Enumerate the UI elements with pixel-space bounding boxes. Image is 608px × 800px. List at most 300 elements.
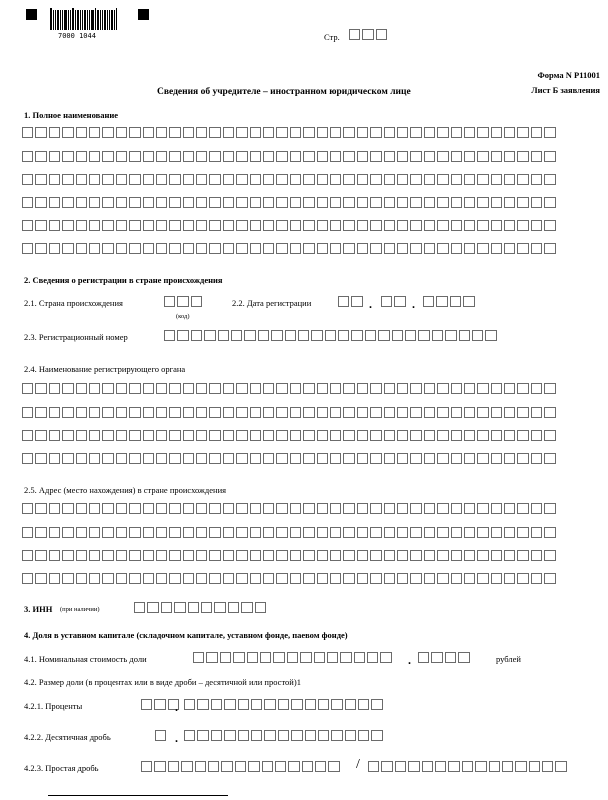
char-cell[interactable] [491,503,502,514]
char-cell[interactable] [89,151,100,162]
char-cell[interactable] [290,127,301,138]
char-cell[interactable] [317,127,328,138]
char-cell[interactable] [343,503,354,514]
char-cell[interactable] [410,127,421,138]
char-cell[interactable] [102,430,113,441]
char-cell[interactable] [218,330,229,341]
char-cell[interactable] [129,220,140,231]
char-cell[interactable] [250,243,261,254]
char-cell[interactable] [49,503,60,514]
char-cell[interactable] [116,383,127,394]
char-cell[interactable] [35,453,46,464]
char-cell[interactable] [241,602,252,613]
char-cell[interactable] [529,761,540,772]
char-cell[interactable] [290,453,301,464]
char-cell[interactable] [263,151,274,162]
char-cell[interactable] [76,573,87,584]
char-cell[interactable] [330,220,341,231]
char-cell[interactable] [424,407,435,418]
char-cell[interactable] [290,527,301,538]
char-cell[interactable] [208,761,219,772]
char-cell[interactable] [504,453,515,464]
full-name-row-5[interactable] [22,220,558,231]
char-cell[interactable] [250,527,261,538]
simple-numerator-cells[interactable] [141,761,342,772]
char-cell[interactable] [330,453,341,464]
char-cell[interactable] [451,453,462,464]
char-cell[interactable] [89,503,100,514]
char-cell[interactable] [276,503,287,514]
char-cell[interactable] [397,407,408,418]
char-cell[interactable] [22,127,33,138]
char-cell[interactable] [236,407,247,418]
char-cell[interactable] [504,383,515,394]
char-cell[interactable] [285,330,296,341]
char-cell[interactable] [357,527,368,538]
char-cell[interactable] [255,602,266,613]
char-cell[interactable] [143,220,154,231]
char-cell[interactable] [116,550,127,561]
char-cell[interactable] [437,550,448,561]
char-cell[interactable] [156,220,167,231]
char-cell[interactable] [290,407,301,418]
char-cell[interactable] [35,220,46,231]
char-cell[interactable] [22,151,33,162]
char-cell[interactable] [62,573,73,584]
char-cell[interactable] [49,430,60,441]
char-cell[interactable] [76,151,87,162]
char-cell[interactable] [35,503,46,514]
char-cell[interactable] [129,151,140,162]
char-cell[interactable] [317,220,328,231]
char-cell[interactable] [384,174,395,185]
char-cell[interactable] [544,151,555,162]
char-cell[interactable] [477,243,488,254]
char-cell[interactable] [303,220,314,231]
char-cell[interactable] [177,296,188,307]
char-cell[interactable] [156,573,167,584]
char-cell[interactable] [397,527,408,538]
char-cell[interactable] [463,296,474,307]
char-cell[interactable] [555,761,566,772]
char-cell[interactable] [367,652,378,663]
char-cell[interactable] [263,383,274,394]
char-cell[interactable] [271,330,282,341]
char-cell[interactable] [437,430,448,441]
char-cell[interactable] [236,453,247,464]
char-cell[interactable] [424,197,435,208]
char-cell[interactable] [209,127,220,138]
char-cell[interactable] [437,527,448,538]
char-cell[interactable] [357,453,368,464]
char-cell[interactable] [141,761,152,772]
char-cell[interactable] [437,243,448,254]
char-cell[interactable] [143,197,154,208]
char-cell[interactable] [357,503,368,514]
char-cell[interactable] [436,296,447,307]
char-cell[interactable] [290,573,301,584]
char-cell[interactable] [236,197,247,208]
char-cell[interactable] [195,761,206,772]
char-cell[interactable] [343,550,354,561]
char-cell[interactable] [504,243,515,254]
char-cell[interactable] [193,652,204,663]
char-cell[interactable] [343,197,354,208]
char-cell[interactable] [156,127,167,138]
char-cell[interactable] [221,761,232,772]
char-cell[interactable] [183,383,194,394]
char-cell[interactable] [129,573,140,584]
char-cell[interactable] [258,330,269,341]
char-cell[interactable] [143,127,154,138]
char-cell[interactable] [410,550,421,561]
char-cell[interactable] [378,330,389,341]
char-cell[interactable] [196,453,207,464]
char-cell[interactable] [156,383,167,394]
char-cell[interactable] [410,407,421,418]
char-cell[interactable] [431,652,442,663]
char-cell[interactable] [196,383,207,394]
char-cell[interactable] [196,503,207,514]
char-cell[interactable] [35,550,46,561]
char-cell[interactable] [233,652,244,663]
char-cell[interactable] [397,197,408,208]
char-cell[interactable] [531,174,542,185]
char-cell[interactable] [154,699,165,710]
char-cell[interactable] [156,197,167,208]
char-cell[interactable] [327,652,338,663]
char-cell[interactable] [544,407,555,418]
char-cell[interactable] [302,761,313,772]
char-cell[interactable] [290,151,301,162]
char-cell[interactable] [437,453,448,464]
char-cell[interactable] [156,151,167,162]
char-cell[interactable] [290,550,301,561]
char-cell[interactable] [196,174,207,185]
char-cell[interactable] [517,151,528,162]
char-cell[interactable] [290,503,301,514]
char-cell[interactable] [276,151,287,162]
char-cell[interactable] [395,761,406,772]
char-cell[interactable] [250,453,261,464]
char-cell[interactable] [357,573,368,584]
char-cell[interactable] [544,430,555,441]
char-cell[interactable] [397,220,408,231]
char-cell[interactable] [154,761,165,772]
char-cell[interactable] [504,174,515,185]
char-cell[interactable] [437,197,448,208]
char-cell[interactable] [276,407,287,418]
char-cell[interactable] [250,151,261,162]
char-cell[interactable] [477,550,488,561]
char-cell[interactable] [35,197,46,208]
char-cell[interactable] [464,573,475,584]
char-cell[interactable] [397,453,408,464]
char-cell[interactable] [317,453,328,464]
char-cell[interactable] [209,430,220,441]
char-cell[interactable] [317,503,328,514]
char-cell[interactable] [116,503,127,514]
char-cell[interactable] [451,573,462,584]
char-cell[interactable] [22,550,33,561]
char-cell[interactable] [489,761,500,772]
char-cell[interactable] [156,430,167,441]
char-cell[interactable] [370,430,381,441]
char-cell[interactable] [22,573,33,584]
full-name-row-4[interactable] [22,197,558,208]
char-cell[interactable] [169,127,180,138]
char-cell[interactable] [370,127,381,138]
char-cell[interactable] [317,430,328,441]
char-cell[interactable] [143,503,154,514]
char-cell[interactable] [311,330,322,341]
char-cell[interactable] [392,330,403,341]
char-cell[interactable] [223,151,234,162]
char-cell[interactable] [183,220,194,231]
char-cell[interactable] [287,652,298,663]
char-cell[interactable] [338,330,349,341]
char-cell[interactable] [102,573,113,584]
percent-fraction-cells[interactable] [184,699,385,710]
char-cell[interactable] [209,407,220,418]
char-cell[interactable] [236,383,247,394]
decimal-integer-cells[interactable] [155,730,168,741]
char-cell[interactable] [357,151,368,162]
char-cell[interactable] [236,151,247,162]
char-cell[interactable] [177,330,188,341]
char-cell[interactable] [491,220,502,231]
char-cell[interactable] [357,197,368,208]
char-cell[interactable] [49,174,60,185]
char-cell[interactable] [384,220,395,231]
char-cell[interactable] [451,550,462,561]
char-cell[interactable] [384,573,395,584]
char-cell[interactable] [223,453,234,464]
char-cell[interactable] [141,699,152,710]
char-cell[interactable] [477,220,488,231]
char-cell[interactable] [477,527,488,538]
char-cell[interactable] [504,503,515,514]
char-cell[interactable] [143,383,154,394]
char-cell[interactable] [517,407,528,418]
char-cell[interactable] [102,383,113,394]
char-cell[interactable] [531,151,542,162]
char-cell[interactable] [62,503,73,514]
char-cell[interactable] [276,573,287,584]
char-cell[interactable] [340,652,351,663]
char-cell[interactable] [317,383,328,394]
char-cell[interactable] [183,453,194,464]
char-cell[interactable] [223,503,234,514]
char-cell[interactable] [424,127,435,138]
char-cell[interactable] [49,151,60,162]
char-cell[interactable] [183,430,194,441]
char-cell[interactable] [102,197,113,208]
char-cell[interactable] [168,761,179,772]
char-cell[interactable] [209,151,220,162]
char-cell[interactable] [276,550,287,561]
char-cell[interactable] [263,243,274,254]
char-cell[interactable] [102,243,113,254]
char-cell[interactable] [89,573,100,584]
char-cell[interactable] [35,527,46,538]
char-cell[interactable] [531,573,542,584]
char-cell[interactable] [424,573,435,584]
char-cell[interactable] [102,503,113,514]
char-cell[interactable] [544,127,555,138]
char-cell[interactable] [273,652,284,663]
char-cell[interactable] [89,527,100,538]
char-cell[interactable] [224,730,235,741]
char-cell[interactable] [209,453,220,464]
char-cell[interactable] [196,127,207,138]
char-cell[interactable] [116,453,127,464]
char-cell[interactable] [206,652,217,663]
char-cell[interactable] [169,174,180,185]
char-cell[interactable] [491,527,502,538]
char-cell[interactable] [343,383,354,394]
char-cell[interactable] [357,174,368,185]
char-cell[interactable] [330,550,341,561]
char-cell[interactable] [370,573,381,584]
char-cell[interactable] [464,407,475,418]
char-cell[interactable] [62,430,73,441]
char-cell[interactable] [62,407,73,418]
char-cell[interactable] [236,430,247,441]
char-cell[interactable] [357,430,368,441]
char-cell[interactable] [169,430,180,441]
address-row-1[interactable] [22,503,558,514]
char-cell[interactable] [464,503,475,514]
char-cell[interactable] [544,573,555,584]
char-cell[interactable] [49,550,60,561]
char-cell[interactable] [354,652,365,663]
char-cell[interactable] [472,330,483,341]
char-cell[interactable] [464,453,475,464]
char-cell[interactable] [504,220,515,231]
char-cell[interactable] [381,296,392,307]
char-cell[interactable] [464,151,475,162]
char-cell[interactable] [384,127,395,138]
char-cell[interactable] [317,527,328,538]
char-cell[interactable] [102,407,113,418]
char-cell[interactable] [275,761,286,772]
char-cell[interactable] [214,602,225,613]
char-cell[interactable] [370,151,381,162]
char-cell[interactable] [278,730,289,741]
char-cell[interactable] [250,503,261,514]
char-cell[interactable] [35,383,46,394]
char-cell[interactable] [129,197,140,208]
char-cell[interactable] [236,550,247,561]
char-cell[interactable] [183,243,194,254]
char-cell[interactable] [504,197,515,208]
char-cell[interactable] [544,243,555,254]
char-cell[interactable] [49,383,60,394]
char-cell[interactable] [49,453,60,464]
char-cell[interactable] [317,174,328,185]
char-cell[interactable] [250,174,261,185]
char-cell[interactable] [250,550,261,561]
char-cell[interactable] [298,330,309,341]
char-cell[interactable] [49,127,60,138]
char-cell[interactable] [76,220,87,231]
char-cell[interactable] [250,197,261,208]
char-cell[interactable] [464,527,475,538]
char-cell[interactable] [22,503,33,514]
char-cell[interactable] [504,573,515,584]
char-cell[interactable] [184,730,195,741]
char-cell[interactable] [325,330,336,341]
char-cell[interactable] [260,652,271,663]
char-cell[interactable] [263,573,274,584]
char-cell[interactable] [183,527,194,538]
char-cell[interactable] [515,761,526,772]
char-cell[interactable] [424,503,435,514]
char-cell[interactable] [464,197,475,208]
char-cell[interactable] [358,730,369,741]
char-cell[interactable] [156,174,167,185]
char-cell[interactable] [169,220,180,231]
char-cell[interactable] [248,761,259,772]
char-cell[interactable] [191,330,202,341]
char-cell[interactable] [491,151,502,162]
char-cell[interactable] [384,453,395,464]
char-cell[interactable] [209,503,220,514]
char-cell[interactable] [451,383,462,394]
char-cell[interactable] [196,407,207,418]
char-cell[interactable] [408,761,419,772]
char-cell[interactable] [397,174,408,185]
char-cell[interactable] [517,430,528,441]
char-cell[interactable] [464,430,475,441]
char-cell[interactable] [437,220,448,231]
char-cell[interactable] [129,174,140,185]
char-cell[interactable] [197,730,208,741]
char-cell[interactable] [22,197,33,208]
char-cell[interactable] [264,730,275,741]
char-cell[interactable] [102,174,113,185]
char-cell[interactable] [129,127,140,138]
char-cell[interactable] [89,550,100,561]
char-cell[interactable] [397,127,408,138]
char-cell[interactable] [35,407,46,418]
char-cell[interactable] [183,197,194,208]
char-cell[interactable] [517,197,528,208]
char-cell[interactable] [343,453,354,464]
nominal-integer-cells[interactable] [193,652,394,663]
char-cell[interactable] [357,127,368,138]
char-cell[interactable] [491,453,502,464]
char-cell[interactable] [544,197,555,208]
char-cell[interactable] [384,383,395,394]
char-cell[interactable] [531,550,542,561]
address-row-3[interactable] [22,550,558,561]
char-cell[interactable] [183,407,194,418]
char-cell[interactable] [303,151,314,162]
char-cell[interactable] [116,127,127,138]
char-cell[interactable] [464,550,475,561]
char-cell[interactable] [410,174,421,185]
char-cell[interactable] [464,383,475,394]
char-cell[interactable] [76,243,87,254]
char-cell[interactable] [89,127,100,138]
char-cell[interactable] [331,730,342,741]
char-cell[interactable] [435,761,446,772]
char-cell[interactable] [276,527,287,538]
char-cell[interactable] [231,330,242,341]
char-cell[interactable] [247,652,258,663]
